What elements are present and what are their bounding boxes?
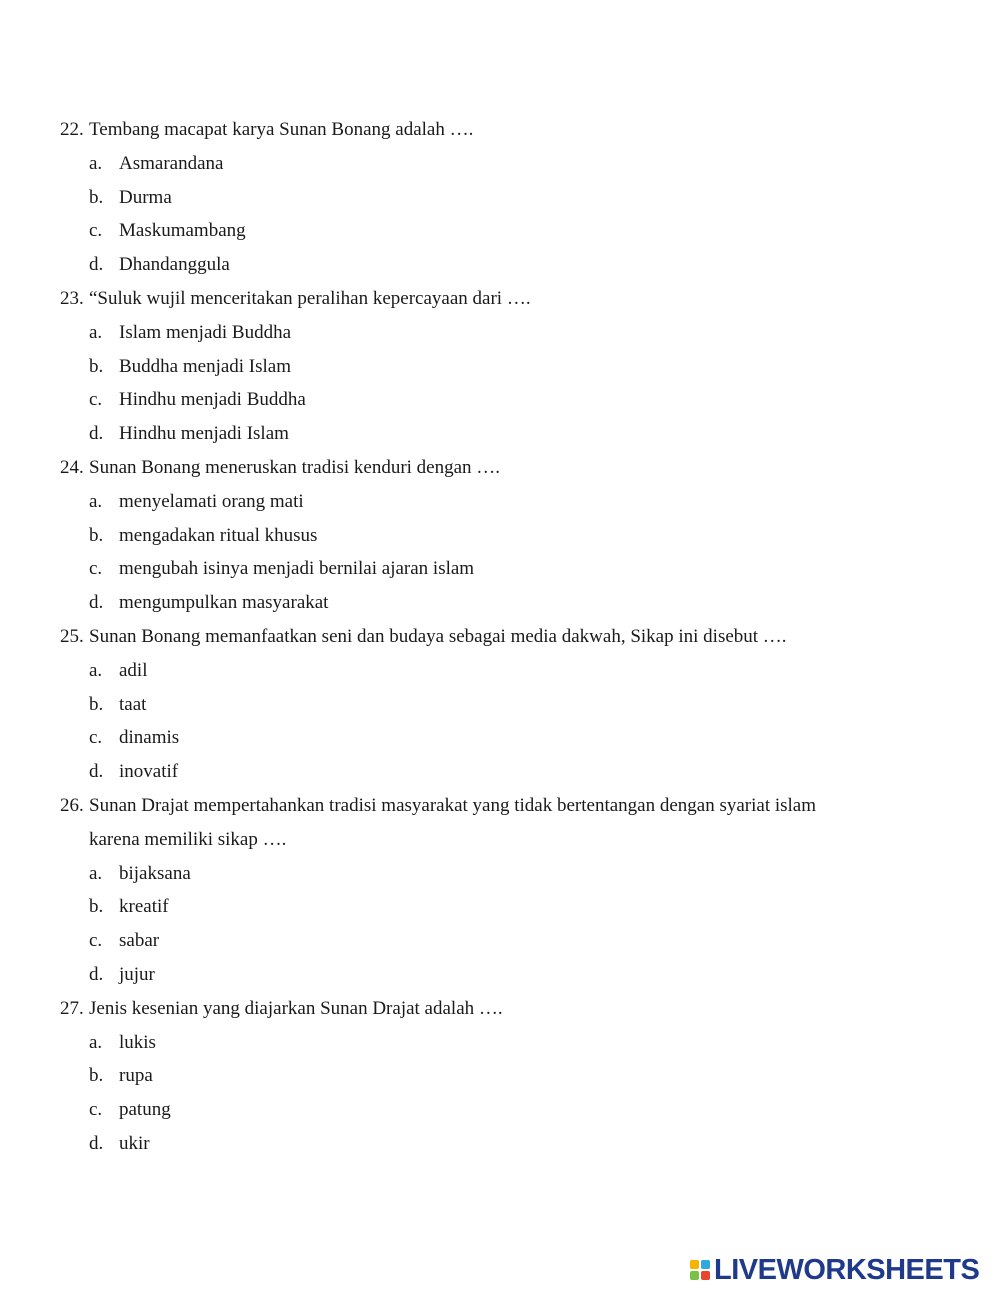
answer-option[interactable] bbox=[60, 417, 880, 451]
option-letter: b. bbox=[89, 896, 104, 918]
answer-option[interactable] bbox=[60, 248, 880, 282]
option-letter: b. bbox=[89, 186, 104, 208]
answer-option[interactable] bbox=[60, 857, 880, 891]
answer-option[interactable] bbox=[60, 383, 880, 417]
option-letter: c. bbox=[89, 220, 103, 242]
question-number: 23. bbox=[60, 287, 84, 309]
question-number: 24. bbox=[60, 456, 84, 478]
option-text: mengubah isinya menjadi bernilai ajaran islam bbox=[119, 558, 475, 580]
option-text: sabar bbox=[119, 930, 160, 952]
question-number: 22. bbox=[60, 119, 84, 140]
answer-option[interactable] bbox=[60, 1026, 880, 1060]
option-text: taat bbox=[119, 693, 147, 715]
answer-option[interactable] bbox=[60, 147, 880, 181]
question-text: Sunan Drajat mempertahankan tradisi masyarakat yang tidak bertentangan dengan syariat islam bbox=[89, 794, 817, 816]
option-letter: b. bbox=[89, 524, 104, 546]
option-letter: d. bbox=[89, 592, 104, 614]
question-stem bbox=[60, 992, 880, 1026]
option-text: jujur bbox=[119, 963, 155, 985]
answer-option[interactable] bbox=[60, 316, 880, 350]
answer-option[interactable] bbox=[60, 924, 880, 958]
option-letter: a. bbox=[89, 152, 103, 174]
question-stem bbox=[60, 282, 880, 316]
question-stem bbox=[60, 113, 880, 147]
option-letter: a. bbox=[89, 321, 103, 343]
answer-option[interactable] bbox=[60, 485, 880, 519]
question-number: 27. bbox=[60, 997, 84, 1019]
question-text: Sunan Bonang memanfaatkan seni dan budaya sebagai media dakwah, Sikap ini disebut …. bbox=[89, 625, 787, 647]
option-text: Islam menjadi Buddha bbox=[119, 321, 292, 343]
option-letter: c. bbox=[89, 558, 103, 580]
answer-option[interactable] bbox=[60, 552, 880, 586]
answer-option[interactable] bbox=[60, 654, 880, 688]
option-text: Asmarandana bbox=[119, 152, 224, 174]
question-22 bbox=[60, 113, 880, 282]
option-letter: b. bbox=[89, 693, 104, 715]
option-text: Maskumambang bbox=[119, 220, 246, 242]
question-25 bbox=[60, 620, 880, 789]
option-text: Durma bbox=[119, 186, 172, 208]
option-letter: c. bbox=[89, 389, 103, 411]
answer-option[interactable] bbox=[60, 1093, 880, 1127]
question-list bbox=[60, 113, 880, 1161]
question-stem bbox=[60, 620, 880, 654]
option-text: ukir bbox=[119, 1132, 150, 1154]
answer-option[interactable] bbox=[60, 519, 880, 553]
option-text: Hindhu menjadi Buddha bbox=[119, 389, 306, 411]
answer-option[interactable] bbox=[60, 688, 880, 722]
option-text: Dhandanggula bbox=[119, 254, 230, 276]
option-text: rupa bbox=[119, 1065, 153, 1087]
option-letter: d. bbox=[89, 254, 104, 276]
question-text-continuation: karena memiliki sikap …. bbox=[89, 828, 287, 850]
answer-option[interactable] bbox=[60, 1127, 880, 1161]
question-text: Sunan Bonang meneruskan tradisi kenduri dengan …. bbox=[89, 456, 501, 478]
answer-option[interactable] bbox=[60, 721, 880, 755]
option-text: mengadakan ritual khusus bbox=[119, 524, 318, 546]
brand-name: LIVEWORKSHEETS bbox=[714, 1253, 980, 1286]
option-letter: b. bbox=[89, 355, 104, 377]
liveworksheets-logo-icon bbox=[690, 1260, 710, 1280]
option-letter: d. bbox=[89, 423, 104, 445]
question-27 bbox=[60, 992, 880, 1161]
option-letter: d. bbox=[89, 963, 104, 985]
option-letter: a. bbox=[89, 490, 103, 512]
answer-option[interactable] bbox=[60, 350, 880, 384]
answer-option[interactable] bbox=[60, 958, 880, 992]
option-letter: a. bbox=[89, 862, 103, 884]
question-26 bbox=[60, 789, 880, 992]
question-stem bbox=[60, 451, 880, 485]
answer-option[interactable] bbox=[60, 181, 880, 215]
option-text: bijaksana bbox=[119, 862, 191, 884]
option-letter: a. bbox=[89, 659, 103, 681]
question-number: 26. bbox=[60, 794, 84, 816]
question-stem bbox=[60, 789, 880, 823]
question-text: Tembang macapat karya Sunan Bonang adalah …. bbox=[89, 119, 474, 140]
answer-option[interactable] bbox=[60, 890, 880, 924]
answer-option[interactable] bbox=[60, 214, 880, 248]
answer-option[interactable] bbox=[60, 586, 880, 620]
option-letter: d. bbox=[89, 761, 104, 783]
option-letter: c. bbox=[89, 727, 103, 749]
option-letter: a. bbox=[89, 1031, 103, 1053]
option-letter: d. bbox=[89, 1132, 104, 1154]
option-text: kreatif bbox=[119, 896, 169, 918]
answer-option[interactable] bbox=[60, 755, 880, 789]
option-text: Buddha menjadi Islam bbox=[119, 355, 292, 377]
option-letter: c. bbox=[89, 1099, 103, 1121]
question-23 bbox=[60, 282, 880, 451]
option-text: menyelamati orang mati bbox=[119, 490, 304, 512]
liveworksheets-watermark bbox=[690, 1254, 979, 1286]
option-text: lukis bbox=[119, 1031, 156, 1053]
question-number: 25. bbox=[60, 625, 84, 647]
option-letter: b. bbox=[89, 1065, 104, 1087]
option-text: adil bbox=[119, 659, 148, 681]
option-letter: c. bbox=[89, 930, 103, 952]
option-text: dinamis bbox=[119, 727, 180, 749]
option-text: inovatif bbox=[119, 761, 179, 783]
option-text: patung bbox=[119, 1099, 171, 1121]
option-text: mengumpulkan masyarakat bbox=[119, 592, 329, 614]
answer-option[interactable] bbox=[60, 1059, 880, 1093]
question-text: Jenis kesenian yang diajarkan Sunan Drajat adalah …. bbox=[89, 997, 503, 1019]
question-24 bbox=[60, 451, 880, 620]
option-text: Hindhu menjadi Islam bbox=[119, 423, 289, 445]
question-text: “Suluk wujil menceritakan peralihan kepercayaan dari …. bbox=[89, 287, 531, 309]
